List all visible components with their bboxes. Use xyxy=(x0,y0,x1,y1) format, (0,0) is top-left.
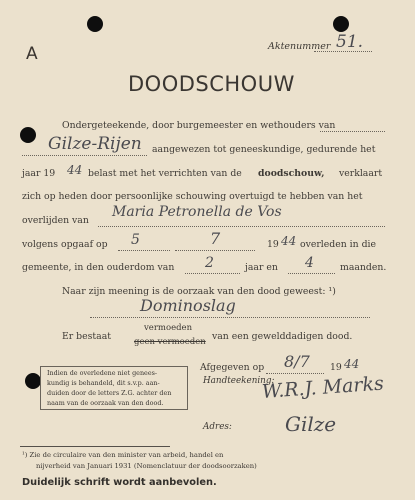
intro-line: Ondergeteekende, door burgemeester en wethouders van xyxy=(62,120,336,131)
deceased-rule xyxy=(98,226,385,227)
address-label: Adres: xyxy=(203,422,232,432)
signature: W.R.J. Marks xyxy=(261,372,385,403)
issued-date: 8/7 xyxy=(284,352,310,371)
note-box-line-1: Indien de overledene niet genees- xyxy=(47,369,158,377)
cause-rule xyxy=(90,317,370,318)
age-years-unit: jaar en xyxy=(245,262,278,273)
issued-label: Afgegeven op xyxy=(200,362,265,373)
year-value: 44 xyxy=(67,163,83,177)
municipality-value: Gilze-Rijen xyxy=(48,134,142,154)
year-line-middle: belast met het verrichten van de xyxy=(88,168,242,179)
punch-hole-top-left xyxy=(87,16,103,32)
footnote-line-1: ¹) Zie de circulaire van den minister van arbeid, handel en xyxy=(22,451,224,459)
violence-suffix: van een gewelddadigen dood. xyxy=(212,331,353,342)
footnote-divider xyxy=(20,446,170,447)
municipality-rule xyxy=(22,155,147,156)
violence-prefix: Er bestaat xyxy=(62,331,111,342)
form-title: DOODSCHOUW xyxy=(128,72,295,96)
cause-answer: Dominoslag xyxy=(140,296,236,315)
issued-year: 44 xyxy=(344,357,360,371)
death-month-rule xyxy=(175,250,255,251)
punch-hole-middle-left xyxy=(20,127,36,143)
year-line-prefix: jaar 19 xyxy=(22,168,56,179)
age-months-rule xyxy=(288,273,335,274)
declaration-date-label: volgens opgaaf op xyxy=(22,239,108,250)
death-year-prefix: 19 xyxy=(267,239,279,250)
issued-date-rule xyxy=(266,373,324,374)
footer-note: Duidelijk schrift wordt aanbevolen. xyxy=(22,477,217,488)
death-month: 7 xyxy=(210,229,221,248)
cause-question: Naar zijn meening is de oorzaak van den dood geweest: ¹) xyxy=(62,286,336,297)
note-box-line-4: naam van de oorzaak van den dood. xyxy=(47,399,164,407)
age-months: 4 xyxy=(305,255,314,271)
signature-label: Handteekening: xyxy=(203,376,275,386)
violence-option-suspicion: vermoeden xyxy=(144,323,193,333)
death-place-label: overleden in die xyxy=(300,239,377,250)
footnote-line-2: nijverheid van Januari 1931 (Nomenclatuur der doodsoorzaken) xyxy=(36,462,257,470)
death-day: 5 xyxy=(131,232,140,248)
issued-year-prefix: 19 xyxy=(330,362,342,373)
age-label: gemeente, in den ouderdom van xyxy=(22,262,175,273)
violence-option-no-suspicion: geen vermoeden xyxy=(134,337,206,347)
address-value: Gilze xyxy=(285,412,337,436)
age-years-rule xyxy=(185,273,240,274)
punch-hole-lower-left xyxy=(25,373,41,389)
conviction-line: zich op heden door persoonlijke schouwing overtuigd te hebben van het xyxy=(22,191,363,202)
note-box-line-2: kundig is behandeld, dit s.v.p. aan- xyxy=(47,379,160,387)
age-months-unit: maanden. xyxy=(340,262,387,273)
note-box-line-3: duiden door de letters Z.G. achter den xyxy=(47,389,172,397)
untreated-note-box xyxy=(40,366,188,410)
deceased-label: overlijden van xyxy=(22,215,89,226)
death-year: 44 xyxy=(281,234,297,248)
death-day-rule xyxy=(118,250,170,251)
year-line-end: verklaart xyxy=(339,168,383,179)
form-letter: A xyxy=(26,44,38,64)
year-line-bold: doodschouw, xyxy=(258,168,325,179)
age-years: 2 xyxy=(205,255,214,271)
punch-hole-top-right xyxy=(333,16,349,32)
akte-number-value: 51. xyxy=(336,32,364,52)
intro-line-rule xyxy=(320,131,385,132)
akte-number-label: Aktenummer xyxy=(268,41,331,52)
deceased-name: Maria Petronella de Vos xyxy=(112,204,282,220)
appointed-line: aangewezen tot geneeskundige, gedurende het xyxy=(152,144,376,155)
